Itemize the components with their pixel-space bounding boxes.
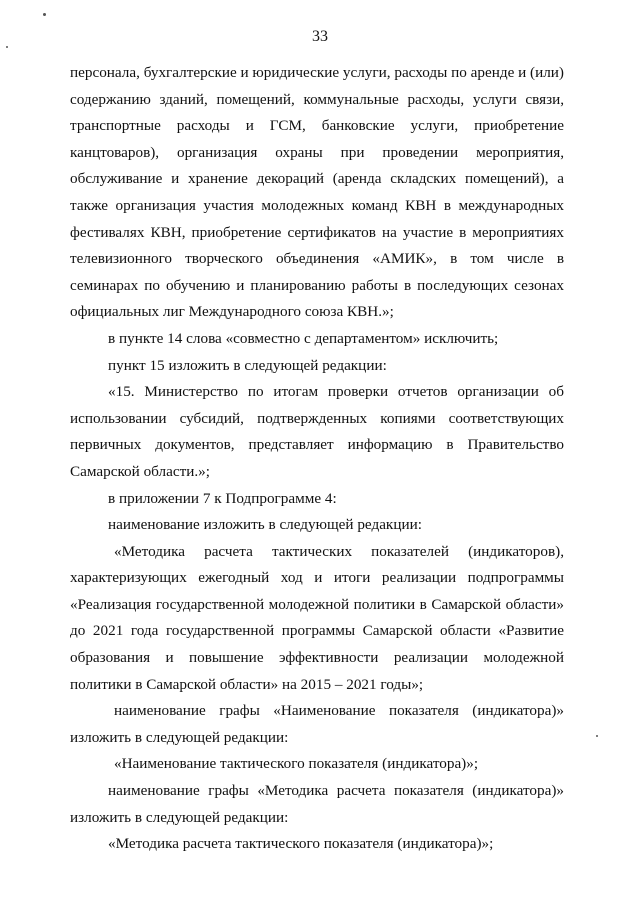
paragraph-column-method-text: «Методика расчета тактического показателя (индикатора)»; (108, 835, 494, 853)
paragraph-appendix-7: в приложении 7 к Подпрограмме 4: (108, 489, 337, 507)
page-number: 33 (312, 28, 328, 45)
paragraph-continuation: персонала, бухгалтерские и юридические услуги, расходы по аренде и (или) содержанию зданий, помещений, коммунальные расходы, услуги связи, транспортные расходы и ГСМ, банковские услуги, приобретение канцтоваров), организация охраны при проведении мероприятия, обслуживание и хранение декораций (аренда складских помещений), а также организация участия молодежных команд КВН в международных фестивалях КВН, приобретение сертификатов на участие в мероприятиях телевизионного творческого объединения «АМИК», в том числе в семинарах по обучению и планированию работы в последующих сезонах официальных лиг Международного союза КВН.»; (70, 64, 564, 321)
paragraph-clause-15-text: «15. Министерство по итогам проверки отчетов организации об использовании субсидий, подтвержденных копиями соответствующих первичных документов, представляет информацию в Правительство Самарской области.»; (70, 383, 564, 480)
scan-speck (6, 46, 8, 48)
scan-speck (43, 13, 46, 16)
paragraph-clause-14: в пункте 14 слова «совместно с департаментом» исключить; (108, 329, 499, 347)
document-body (70, 60, 564, 858)
paragraph-column-method-intro: наименование графы «Методика расчета показателя (индикатора)» изложить в следующей редакции: (70, 782, 564, 826)
scan-speck (596, 735, 598, 737)
paragraph-column-name-intro: наименование графы «Наименование показателя (индикатора)» изложить в следующей редакции: (70, 702, 564, 746)
paragraph-clause-15-intro: пункт 15 изложить в следующей редакции: (108, 356, 387, 374)
paragraph-column-name-text: «Наименование тактического показателя (индикатора)»; (114, 755, 479, 773)
paragraph-title-intro: наименование изложить в следующей редакции: (108, 516, 422, 534)
paragraph-title-text: «Методика расчета тактических показателей (индикаторов), характеризующих ежегодный ход и итоги реализации подпрограммы «Реализация государственной молодежной политики в Самарской области» до 2021 года государственной программы Самарской области «Развитие образования и повышение эффективности реализации молодежной политики в Самарской области» на 2015 – 2021 годы»; (70, 542, 564, 693)
